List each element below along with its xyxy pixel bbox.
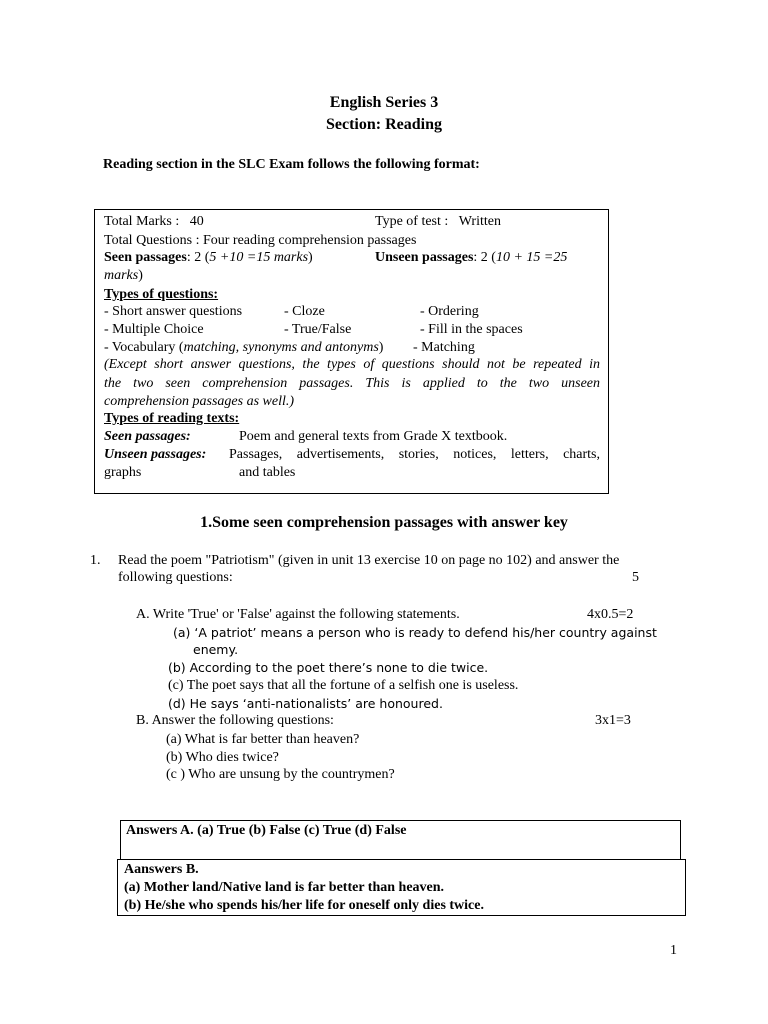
seen-passages-marks: Seen passages: 2 (5 +10 =15 marks) [104, 250, 313, 265]
unseen-texts-value: Passages, advertisements, stories, notices, letters, charts, [229, 447, 600, 462]
total-marks: Total Marks : 40 [104, 214, 204, 229]
part-b-marks: 3x1=3 [595, 713, 631, 728]
unseen-texts-label: Unseen passages: [104, 447, 207, 462]
total-questions: Total Questions : Four reading comprehension passages [104, 233, 417, 248]
question-text: Read the poem "Patriotism" (given in unit 13 exercise 10 on page no 102) and answer the [118, 553, 620, 568]
question-type: - Multiple Choice [104, 322, 204, 337]
question-type: - Matching [413, 340, 475, 355]
sub-question: (c ) Who are unsung by the countrymen? [166, 767, 395, 782]
part-b-instruction: B. Answer the following questions: [136, 713, 334, 728]
note-line: the two seen comprehension passages. This is applied to the two unseen [104, 376, 600, 391]
note-line: comprehension passages as well.) [104, 394, 295, 409]
answer-b-heading: Aanswers B. [124, 862, 199, 877]
unseen-texts-cont: and tables [239, 465, 296, 480]
question-number: 1. [90, 553, 101, 568]
test-type: Type of test : Written [375, 214, 501, 229]
answer-b-line: (b) He/she who spends his/her life for oneself only dies twice. [124, 898, 484, 913]
question-type: - Short answer questions [104, 304, 243, 319]
answer-a-text: Answers A. (a) True (b) False (c) True (d) False [126, 823, 407, 838]
unseen-texts-cont: graphs [104, 465, 142, 480]
intro-text: Reading section in the SLC Exam follows the following format: [103, 157, 480, 172]
sub-question: (b) Who dies twice? [166, 750, 279, 765]
question-text: following questions: [118, 570, 233, 585]
answer-b-line: (a) Mother land/Native land is far better than heaven. [124, 880, 445, 895]
statement: (b) According to the poet there’s none to die twice. [168, 660, 489, 675]
unseen-marks-cont: marks) [104, 268, 143, 283]
question-type: - Fill in the spaces [420, 322, 523, 337]
statement: (a) ‘A patriot’ means a person who is ready to defend his/her country against [173, 625, 657, 640]
statement: enemy. [193, 642, 239, 657]
part-a-marks: 4x0.5=2 [587, 607, 634, 622]
types-of-texts-heading: Types of reading texts: [104, 411, 240, 426]
types-of-questions-heading: Types of questions: [104, 287, 219, 302]
note-line: (Except short answer questions, the types of questions should not be repeated in [104, 357, 600, 372]
page-number: 1 [670, 943, 677, 958]
seen-texts-label: Seen passages: [104, 429, 191, 444]
section-title: Section: Reading [326, 116, 442, 133]
sub-question: (a) What is far better than heaven? [166, 732, 360, 747]
statement: (c) The poet says that all the fortune of a selfish one is useless. [168, 678, 519, 693]
question-type-vocabulary: - Vocabulary (matching, synonyms and antonyms) [104, 340, 384, 355]
question-type: - Ordering [420, 304, 479, 319]
document-title: English Series 3 [329, 94, 439, 111]
statement: (d) He says ‘anti-nationalists’ are honoured. [168, 696, 443, 711]
question-type: - True/False [284, 322, 352, 337]
question-type: - Cloze [284, 304, 325, 319]
unseen-passages-marks: Unseen passages: 2 (10 + 15 =25 [375, 250, 568, 265]
part-a-instruction: A. Write 'True' or 'False' against the following statements. [136, 607, 460, 622]
seen-texts-value: Poem and general texts from Grade X textbook. [239, 429, 508, 444]
question-marks: 5 [632, 570, 639, 585]
section-heading: 1.Some seen comprehension passages with answer key [200, 514, 568, 531]
